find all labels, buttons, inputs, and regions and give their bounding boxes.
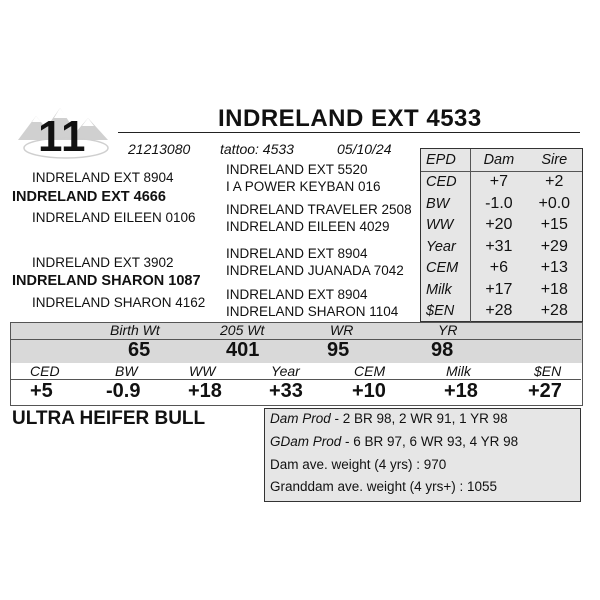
- perf-label-wr: WR: [330, 322, 354, 338]
- epd-value-year: +33: [269, 380, 303, 402]
- dam-prod-line: [270, 411, 508, 426]
- gdam-prod-value: - 6 BR 97, 6 WR 93, 4 YR 98: [341, 434, 519, 449]
- epd-value-bw: -0.9: [106, 380, 141, 402]
- epd-label-en: $EN: [534, 363, 562, 379]
- performance-label-row: [10, 322, 581, 340]
- epd-row-sire: +28: [540, 302, 568, 320]
- sire-sire: INDRELAND EXT 8904: [32, 170, 174, 185]
- perf-value-birth-wt: 65: [128, 339, 151, 361]
- epd-row-sire: +2: [545, 173, 564, 191]
- animal-name: INDRELAND EXT 4533: [218, 105, 482, 132]
- ggs-3: INDRELAND TRAVELER 2508: [226, 202, 412, 217]
- epd-value-ced: +5: [30, 380, 53, 402]
- epd-value-en: +27: [528, 380, 562, 402]
- gdam-prod-line: [270, 434, 518, 449]
- granddam-weight: Granddam ave. weight (4 yrs+) : 1055: [270, 479, 497, 494]
- perf-label-205-wt: 205 Wt: [220, 322, 265, 338]
- epd-row: [421, 279, 582, 301]
- ggs-7: INDRELAND EXT 8904: [226, 287, 368, 302]
- epd-row-sire: +15: [540, 216, 568, 234]
- registration-number: 21213080: [128, 141, 191, 157]
- epd-row: [421, 171, 582, 193]
- epd-row-label: BW: [421, 193, 471, 215]
- epd-label-ww: WW: [189, 363, 216, 379]
- ggs-8: INDRELAND SHARON 1104: [226, 304, 399, 319]
- perf-value-yr: 98: [431, 339, 454, 361]
- epd-row: [421, 215, 582, 237]
- epd-label-cem: CEM: [354, 363, 386, 379]
- dam-dam: INDRELAND SHARON 4162: [32, 295, 206, 310]
- sale-remark: ULTRA HEIFER BULL: [12, 408, 206, 429]
- epd-row: [421, 258, 582, 280]
- epd-row-dam: +20: [485, 216, 513, 234]
- epd-label-ced: CED: [30, 363, 60, 379]
- epd-value-ww: +18: [188, 380, 222, 402]
- epd-row-sire: +13: [540, 259, 568, 277]
- ggs-6: INDRELAND JUANADA 7042: [226, 263, 404, 278]
- epd-row-label: CED: [421, 171, 471, 193]
- sire: INDRELAND EXT 4666: [12, 189, 166, 205]
- ggs-1: INDRELAND EXT 5520: [226, 162, 368, 177]
- epd-header-sire: Sire: [527, 149, 582, 171]
- ggs-4: INDRELAND EILEEN 4029: [226, 219, 390, 234]
- dam-prod-value: - 2 BR 98, 2 WR 91, 1 YR 98: [330, 411, 508, 426]
- epd-header-label: EPD: [421, 149, 471, 171]
- epd-row-dam: +28: [485, 302, 513, 320]
- ggs-5: INDRELAND EXT 8904: [226, 246, 368, 261]
- epd-row-dam: +6: [489, 259, 508, 277]
- epd-row-label: Milk: [421, 279, 471, 301]
- epd-row-label: CEM: [421, 258, 471, 280]
- epd-row-dam: +17: [485, 280, 513, 298]
- perf-label-birth-wt: Birth Wt: [110, 322, 160, 338]
- birth-date: 05/10/24: [337, 141, 392, 157]
- epd-row-sire: +29: [540, 237, 568, 255]
- epd-label-milk: Milk: [446, 363, 471, 379]
- dam-sire: INDRELAND EXT 3902: [32, 255, 174, 270]
- epd-row-dam: +31: [485, 237, 513, 255]
- perf-value-wr: 95: [327, 339, 350, 361]
- perf-label-yr: YR: [438, 322, 458, 338]
- epd-row-dam: +7: [489, 173, 508, 191]
- epd-row-label: WW: [421, 215, 471, 237]
- epd-row: [421, 236, 582, 258]
- epd-row-dam: -1.0: [485, 194, 513, 212]
- epd-header-dam: Dam: [471, 149, 527, 171]
- epd-row-label: $EN: [421, 301, 471, 323]
- epd-row-sire: +18: [540, 280, 568, 298]
- dam-prod-label: Dam Prod: [270, 411, 331, 426]
- epd-label-bw: BW: [115, 363, 138, 379]
- epd-row: [421, 301, 582, 323]
- ggs-2: I A POWER KEYBAN 016: [226, 179, 381, 194]
- epd-row-label: Year: [421, 236, 471, 258]
- perf-value-205-wt: 401: [226, 339, 260, 361]
- sire-dam: INDRELAND EILEEN 0106: [32, 210, 196, 225]
- epd-comparison-table: [420, 148, 583, 322]
- dam-weight: Dam ave. weight (4 yrs) : 970: [270, 457, 447, 472]
- epd-value-cem: +10: [352, 380, 386, 402]
- epd-value-milk: +18: [444, 380, 478, 402]
- tattoo: tattoo: 4533: [220, 141, 294, 157]
- epd-label-year: Year: [271, 363, 300, 379]
- epd-row: [421, 193, 582, 215]
- lot-number: 11: [38, 112, 87, 161]
- dam: INDRELAND SHARON 1087: [12, 273, 201, 289]
- gdam-prod-label: GDam Prod: [270, 434, 342, 449]
- epd-row-sire: +0.0: [538, 194, 571, 212]
